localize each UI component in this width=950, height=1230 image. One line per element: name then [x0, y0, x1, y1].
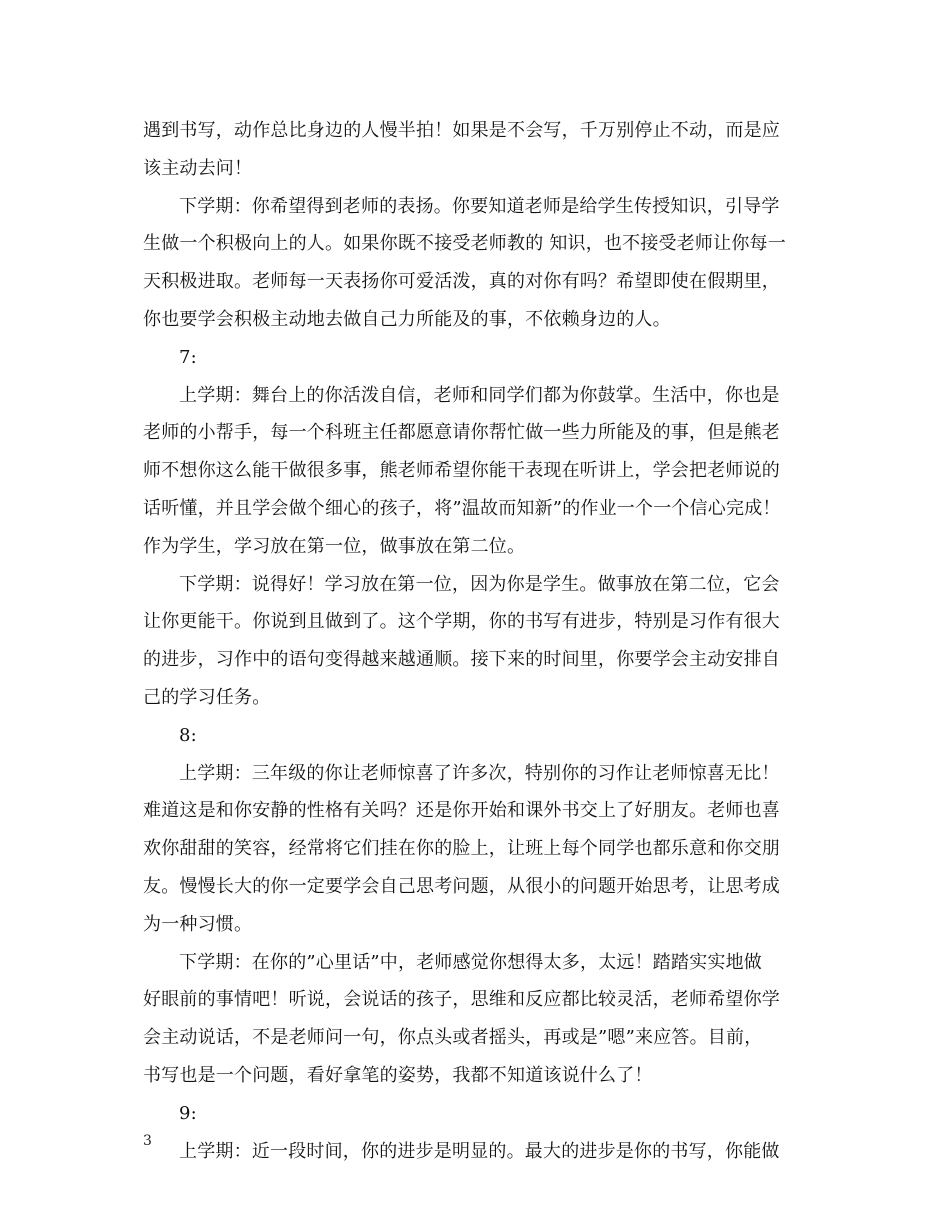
text-line: 老师的小帮手，每一个科班主任都愿意请你帮忙做一些力所能及的事，但是熊老 — [143, 422, 780, 444]
text-line: 天积极进取。老师每一天表扬你可爱活泼，真的对你有吗？希望即使在假期里， — [143, 271, 780, 293]
page-number: 3 — [143, 1133, 152, 1149]
text-line: 遇到书写，动作总比身边的人慢半拍！如果是不会写，千万别停止不动，而是应 — [143, 120, 780, 141]
text-line: 你也要学会积极主动地去做自己力所能及的事，不依赖身边的人。 — [143, 308, 671, 330]
text-line: 生做一个积极向上的人。如果你既不接受老师教的 知识，也不接受老师让你每一 — [143, 233, 786, 255]
text-line: 上学期：舞台上的你活泼自信，老师和同学们都为你鼓掌。生活中，你也是 — [179, 384, 780, 406]
text-line: 的进步，习作中的语句变得越来越通顺。接下来的时间里，你要学会主动安排自 — [143, 649, 780, 671]
text-line: 为一种习惯。 — [143, 913, 253, 935]
text-line: 欢你甜甜的笑容，经常将它们挂在你的脸上，让班上每个同学也都乐意和你交朋 — [143, 838, 780, 860]
text-line: 己的学习任务。 — [143, 686, 271, 708]
text-line: 会主动说话，不是老师问一句，你点头或者摇头，再或是”嗯”来应答。目前， — [143, 1027, 763, 1049]
text-line: 下学期：说得好！学习放在第一位，因为你是学生。做事放在第二位，它会 — [179, 573, 780, 595]
text-line: 作为学生，学习放在第一位，做事放在第二位。 — [143, 535, 526, 557]
text-line: 下学期：你希望得到老师的表扬。你要知道老师是给学生传授知识，引导学 — [179, 195, 780, 217]
document-body — [143, 112, 808, 1170]
text-line: 让你更能干。你说到且做到了。这个学期，你的书写有进步，特别是习作有很大 — [143, 611, 780, 633]
text-line: 上学期：三年级的你让老师惊喜了许多次，特别你的习作让老师惊喜无比！ — [179, 762, 780, 784]
text-line: 该主动去问！ — [143, 157, 253, 179]
text-line: 师不想你这么能干做很多事，熊老师希望你能干表现在听讲上，学会把老师说的 — [143, 460, 780, 482]
text-line: 友。慢慢长大的你一定要学会自己思考问题，从很小的问题开始思考，让思考成 — [143, 875, 780, 897]
text-line: 话听懂，并且学会做个细心的孩子，将”温故而知新”的作业一个一个信心完成！ — [143, 497, 781, 519]
text-line: 好眼前的事情吧！听说，会说话的孩子，思维和反应都比较灵活，老师希望你学 — [143, 989, 780, 1011]
text-line: 9: — [179, 1102, 197, 1124]
text-line: 8: — [179, 724, 197, 746]
text-line: 上学期：近一段时间，你的进步是明显的。最大的进步是你的书写，你能做 — [179, 1140, 780, 1162]
text-line: 下学期：在你的”心里话”中，老师感觉你想得太多，太远！踏踏实实地做 — [179, 951, 763, 973]
text-line: 7: — [179, 346, 197, 368]
text-line: 难道这是和你安静的性格有关吗？还是你开始和课外书交上了好朋友。老师也喜 — [143, 800, 780, 822]
text-line: 书写也是一个问题，看好拿笔的姿势，我都不知道该说什么了！ — [143, 1064, 653, 1086]
